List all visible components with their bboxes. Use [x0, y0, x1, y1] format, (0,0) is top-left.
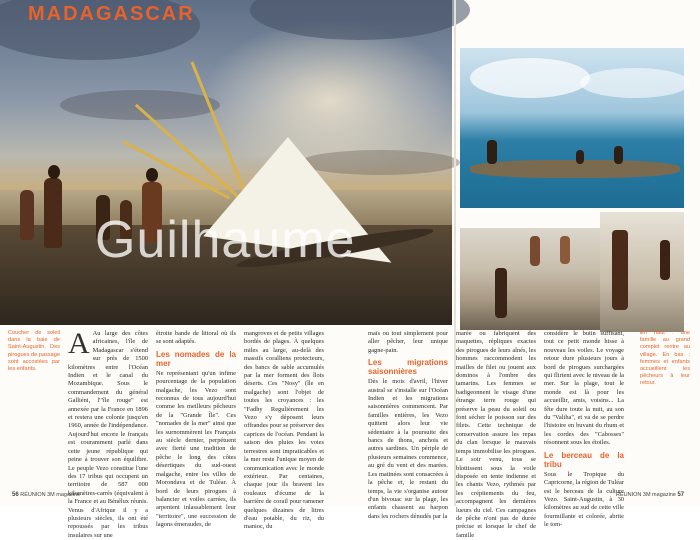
col4-text: Dès le mois d'avril, l'hiver austral se s'installe sur l'Océan Indien et les migrations saisonnières commencent. Par familles entières, les Vezo quittent alors leur vie sédentaire à la poursuite des bancs de thons, anchois et autres sardines. Un périple de plusieurs semaines commence, au gré du vent et des marées. Les matinées sont consacrées à la pêche et, le restant du temps, la vie s'organise autour d'un bivouac sur la plage, les enfants chassent au harpon dans les rochers dénudés par la — [368, 378, 448, 520]
body-column-5 — [456, 330, 536, 539]
body-column-4 — [368, 330, 448, 520]
col3-text: mangroves et de petits villages bordés de plages. À quelques miles au large, au-delà des massifs coralliens protecteurs, des bancs de sable accumulés par la mer forment des îlots déserts. Ces "Nosy" (île en malgache) sont l'objet de toutes les croyances : les "Fadhy Regulièrement les Vezo s'y déposent leurs offrandes pour se préserver des caprices de l'océan. Pendant la saison des pluies les voies terrestres sont impraticables et la mer reste l'unique moyen de communication avec le monde extérieur. Par centaines, chaque jour ils bravent les rouleaux d'écume de la barrière de corail pour ramener quelques dizaines de litres d'eau potable, du riz, du manioc, du — [244, 330, 324, 531]
subhead-nomades: Les nomades de la mer — [156, 349, 236, 368]
photo-caption-left: Coucher de soleil dans la baie de Saint-Augustin. Des pirogues de passage sont accostées par les enfants. — [8, 330, 60, 373]
col5-text: marée ou fabriquent des maquettes, répliques exactes des pirogues de leurs aînés, les hommes raccommodent les mailles de filet ou jouent aux dominos à l'ombre des tamarins. Les femmes se badigeonnent le visage d'une étrange terre rouge qui préserve la peau du soleil ou font sécher le poisson sur des filets. Cette technique de conservation assure les repas du clan lorsque le mauvais temps immobilise les pirogues. Le soir venu, tous se blottissent sous la voile disposée en tente indienne et les chants Vezo, rythmés par les crépitements du feu, accompagnent les dernières lueurs du ciel. Ces campagnes de pêche n'ont pas de durée précise et lorsque le chef de famille — [456, 330, 536, 539]
folio-right — [616, 492, 684, 498]
pirogue-photo — [460, 48, 684, 208]
pirogue-boat — [470, 160, 680, 178]
col2-text: Ne représentant qu'un infime pourcentage de la population malgache, les Vezo sont reconnus de tous aujourd'hui comme les meilleurs pêcheurs de la "Grande Île". Ces "nomades de la mer" ainsi que les surnommèrent les Français au siècle dernier, perpétuent avec fierté une tradition de pêche le long des côtes désertiques du sud-ouest malgache, entre les villes de Morondava et de Tuléar. À bord de leurs pirogues à balancier et voiles carrées, ils arpentent inlassablement leur "territoire", une succession de lagons émeraudes, de — [156, 369, 236, 529]
col1-text: Au large des côtes africaines, l'île de Madagascar s'étend sur près de 1500 kilomètres entre l'Océan Indien et le canal du Mozambique. Sous le commandement du général Galliéni, l'"île rouge" est annexée par la France en 1896 et restera une colonie jusqu'en 1960, année de l'indépendance. Aujourd'hui encore le français est couramment parlé dans cette jeune république qui peine à trouver son équilibre. Le peuple Vezo constitue l'une des 17 tribus qui occupent un territoire de 587 000 kilomètres-carrés (équivalent à la France et au Bénélux réunis. Venus d'Afrique il y a plusieurs siècles, ils ont été repoussés par les tribus insulaires sur une — [68, 330, 148, 539]
col6-text: considère le butin suffisant, tout ce petit monde hisse à nouveau les voiles. Le voyage retour dure plusieurs jours à bord de pirogues surchargées qui flirtent avec le niveau de la mer. Sur la plage, tout le monde est là pour les accueillir, amis, voisins... La fête dure toute la nuit, au son du "Valiha", et va de se perdre l'histoire en buvant du rhum et les cordes des "Cabosses" résonnent sous les étoiles. — [544, 330, 624, 447]
col2-intro: étroite bande de littoral où ils se sont adaptés. — [156, 330, 236, 346]
magazine-name-left: RÉUNION 3M magazine — [20, 492, 81, 498]
folio-left — [12, 492, 80, 498]
subhead-berceau: Le berceau de la tribu — [544, 450, 624, 469]
magazine-name-right: RÉUNION 3M magazine — [616, 492, 676, 498]
sunset-beach-photo — [0, 0, 452, 324]
body-column-2 — [156, 330, 236, 529]
body-column-1 — [68, 327, 148, 539]
page-title: MADAGASCAR — [28, 3, 195, 25]
watermark-text: Guilhaume — [95, 211, 356, 269]
page-number-right: 57 — [677, 492, 685, 498]
page-number-left: 56 — [12, 492, 19, 498]
photo-caption-right: En haut : une famille au grand complet rentre au village. En bas : femmes et enfants accueillent les pêcheurs à leur retour. — [640, 330, 690, 387]
col6b-text: Sous le Tropique du Capricorne, la région de Tuléar est le berceau de la culture Vezo. Saint-Augustin, à 30 kilomètres au sud de cette ville fourmillante et colorée, abrite le tom- — [544, 470, 624, 529]
col4-intro: maïs ou tout simplement pour aller pêcher, leur unique gagne-pain. — [368, 330, 448, 354]
body-column-3 — [244, 330, 324, 531]
subhead-migrations: Les migrations saisonnières — [368, 358, 448, 377]
body-column-6 — [544, 330, 624, 529]
drop-cap: A — [68, 327, 90, 360]
